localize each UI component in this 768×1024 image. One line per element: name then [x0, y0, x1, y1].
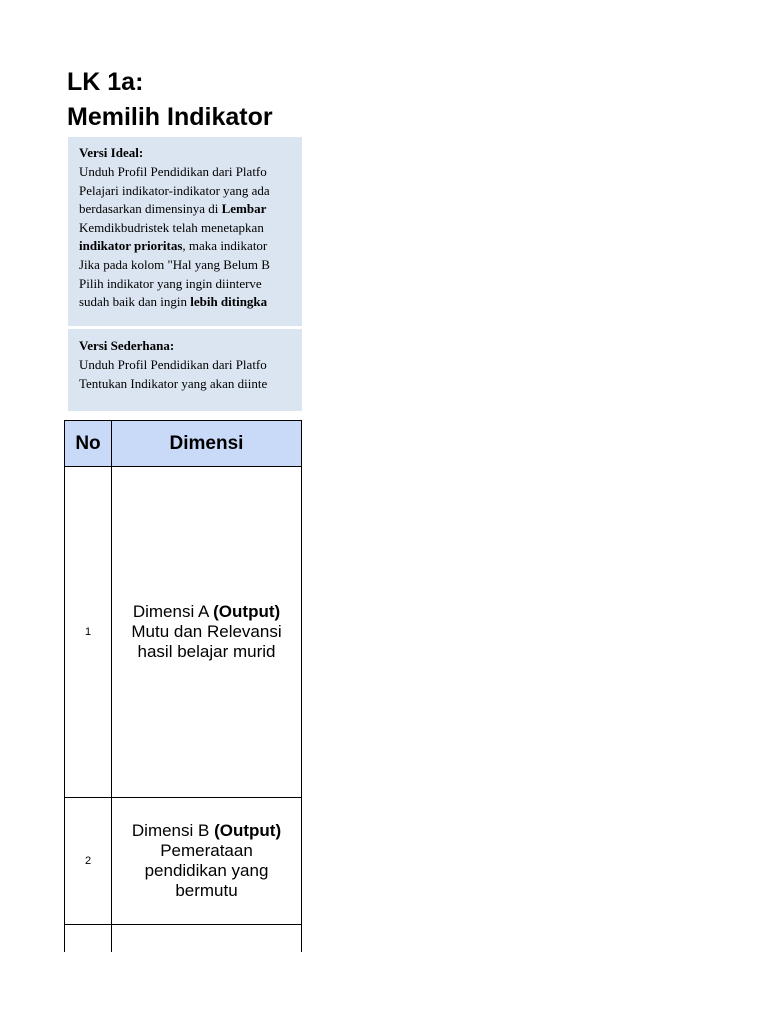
worksheet-title: Memilih Indikator: [67, 103, 273, 131]
table-row: [65, 925, 303, 953]
next-column-cell: [302, 798, 303, 925]
versi-ideal-line-7: Pilih indikator yang ingin diinterve: [79, 275, 262, 291]
versi-ideal-line-2: Pelajari indikator-indikator yang ada: [79, 182, 270, 198]
next-column-cell: [302, 467, 303, 798]
row-number: 1: [65, 467, 112, 798]
dimension-desc-line-2: hasil belajar murid: [137, 642, 276, 661]
versi-ideal-line-1: Unduh Profil Pendidikan dari Platfo: [79, 164, 267, 179]
table-row: [65, 467, 303, 798]
header-no: No: [65, 421, 112, 467]
lembar-bold-text: Lembar: [221, 201, 267, 217]
visible-sheet-area: [0, 0, 302, 952]
versi-ideal-box: [68, 137, 302, 326]
next-column-cell: [302, 925, 303, 953]
row-number: 2: [65, 798, 112, 925]
dimension-cell: [112, 467, 302, 798]
header-next-column: [302, 421, 303, 467]
lebih-ditingkatkan-bold-text: lebih ditingka: [190, 294, 268, 310]
dimension-cell: [112, 925, 302, 953]
table-header-row: [65, 421, 303, 467]
versi-ideal-line-4: Kemdikbudristek telah menetapkan: [79, 219, 264, 235]
dimension-desc-line-3: bermutu: [175, 881, 238, 900]
dimension-cell: [112, 798, 302, 925]
dimension-desc-line-1: Pemerataan: [160, 841, 253, 860]
dimension-table: [64, 420, 302, 952]
versi-ideal-line-3: berdasarkan dimensinya di Lembar: [79, 201, 267, 217]
dimension-desc-line-1: Mutu dan Relevansi: [131, 622, 282, 641]
dimension-name: Dimensi A (Output): [132, 602, 281, 621]
versi-ideal-line-5: indikator prioritas, maka indikator: [79, 238, 268, 254]
dimension-name: Dimensi B (Output): [131, 821, 282, 840]
dimension-desc-line-2: pendidikan yang: [144, 861, 269, 880]
header-dimensi: Dimensi: [112, 421, 302, 467]
row-number: [65, 925, 112, 953]
worksheet-code: LK 1a:: [67, 68, 144, 96]
indikator-prioritas-bold-text: indikator prioritas: [79, 238, 183, 254]
versi-sederhana-heading: Versi Sederhana:: [79, 338, 175, 353]
versi-ideal-heading: Versi Ideal:: [79, 145, 144, 160]
versi-sederhana-line-2: Tentukan Indikator yang akan diinte: [79, 375, 268, 391]
versi-sederhana-box: [68, 329, 302, 411]
versi-sederhana-line-1: Unduh Profil Pendidikan dari Platfo: [79, 357, 267, 372]
versi-ideal-line-8: sudah baik dan ingin lebih ditingka: [79, 294, 268, 310]
table-row: [65, 798, 303, 925]
versi-ideal-line-6: Jika pada kolom "Hal yang Belum B: [79, 256, 270, 272]
